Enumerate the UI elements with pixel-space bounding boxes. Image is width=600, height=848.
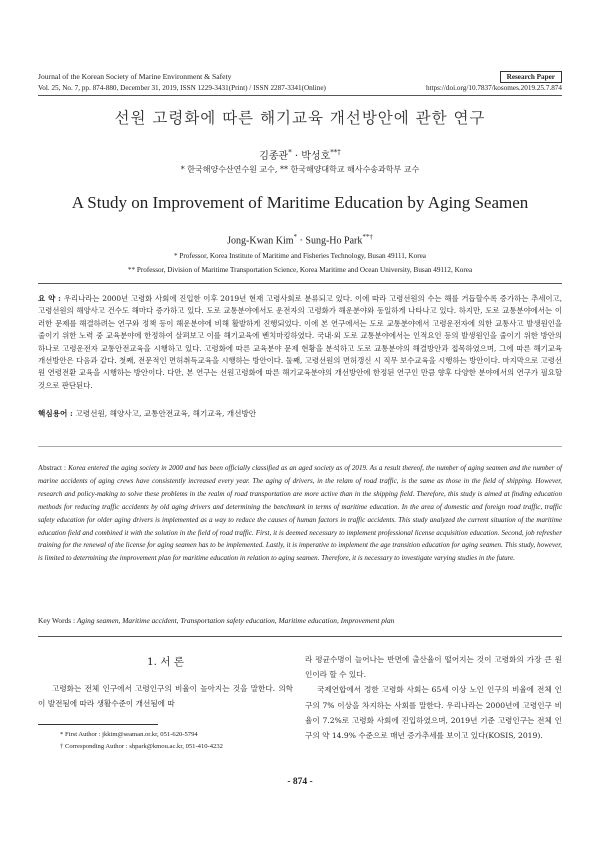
affiliation-english-2: ** Professor, Division of Maritime Transportation Science, Korea Maritime and Ocean University, Busan 49112, Korea <box>127 266 473 274</box>
right-column-paragraph-1: 라 평균수명이 늘어나는 반면에 출산율이 떨어지는 것이 고령화의 가장 큰 원인이라 할 수 있다. <box>305 655 562 680</box>
keywords-korean-label: 핵심용어 : <box>38 409 76 418</box>
authors-korean <box>0 147 600 162</box>
author-separator-en: · <box>297 235 306 247</box>
right-column <box>305 652 562 743</box>
author-2-kr: 박성호 <box>301 151 331 162</box>
section-heading-introduction: 1. 서 론 <box>147 656 184 668</box>
abstract-korean <box>38 293 562 392</box>
abstract-bottom-divider <box>38 636 562 637</box>
abstract-mid-divider <box>38 446 562 447</box>
abstract-korean-text: 우리나라는 2000년 고령화 사회에 진입한 이후 2019년 현재 고령사회로 분류되고 있다. 이에 따라 고령선원의 수는 해를 거듭할수록 증가하는 추세이고, 고령선원의 해양사고 건수도 해마다 증가하고 있다. 도로 교통분야에서도 운전자의 고령화가 해운분야와 동일하게 나타나고 있다. 하지만, 도로 교통분야에서는 이러한 문제를 해결하려는 연구와 정책 등이 해운분야에 비해 활발하게 진행되었다. 이에 본 연구에서는 도로 교통분야에서 고령운전자에 의한 교통사고 발생원인을 줄이기 위한 노력 중 교육분야에 한정하여 살펴보고 이를 해기교육에 벤치마킹하였다. 국내·외 도로 교통분야에서는 인적요인 등의 발생원인을 줄이기 위한 방안의 하나로 고령운전자 교통안전교육을 시행하고 있다. 고령화에 따른 교육분야 문제 현황을 분석하고 도로 교통분야의 해결방안과 접목하였으며, 그에 따른 해기교육 개선방안은 다음과 같다. 첫째, 전문적인 면허취득교육을 시행하는 방안이다. 둘째, 고령선원의 면허갱신 시 직무 보수교육을 시행하는 방안이다. 마지막으로 고령선원 연령전환 교육을 시행하는 방안이다. 다만, 본 연구는 선원고령화에 따른 해기교육분야의 개선방안에 한정된 연구인 만큼 향후 다양한 분야에서의 연구가 필요할 것으로 판단된다. <box>38 294 562 390</box>
page-number: - 874 - <box>287 777 313 787</box>
abstract-english-label: Abstract : <box>38 464 69 472</box>
journal-name: Journal of the Korean Society of Marine Environment & Safety <box>38 72 232 81</box>
footnote-corresponding-author: † Corresponding Author : shpark@kmou.ac.kr, 051-410-4232 <box>60 743 223 750</box>
author-1-en-mark: * <box>293 233 298 241</box>
keywords-korean <box>38 408 562 419</box>
footnote-first-author: * First Author : jkkim@seaman.or.kr, 051-620-5794 <box>60 731 198 738</box>
keywords-english <box>38 616 562 625</box>
title-korean: 선원 고령화에 따른 해기교육 개선방안에 관한 연구 <box>114 109 486 127</box>
introduction-text: 고령화는 전체 인구에서 고령인구의 비율이 높아지는 것을 말한다. 의학이 발전됨에 따라 생활수준이 개선됨에 따 <box>38 684 293 709</box>
keywords-korean-text: 고령선원, 해양사고, 교통안전교육, 해기교육, 개선방안 <box>75 409 257 418</box>
author-2-en: Sung-Ho Park <box>305 235 363 247</box>
author-separator-kr: · <box>291 151 302 162</box>
right-column-paragraph-2: 국제연합에서 정한 고령화 사회는 65세 이상 노인 인구의 비율에 전체 인구의 7% 이상을 차지하는 사회를 말한다. 우리나라는 2000년에 고령인구 비율이 7.2%로 고령화 사회에 진입하였으며, 2019년 기준 고령인구는 전체 인구의 약 14.9% 수준으로 매년 증가추세를 보이고 있다(KOSIS, 2019). <box>305 685 562 741</box>
affiliation-english-1: * Professor, Korea Institute of Maritime and Fisheries Technology, Busan 49111, Korea <box>174 252 426 260</box>
header-divider <box>38 95 562 96</box>
author-2-en-mark: **† <box>362 233 373 241</box>
title-english: A Study on Improvement of Maritime Education by Aging Seamen <box>71 193 529 212</box>
volume-info: Vol. 25, No. 7, pp. 874-880, December 31, 2019, ISSN 1229-3431(Print) / ISSN 2287-3341(Online) <box>38 84 326 92</box>
author-1-kr: 김종관 <box>259 151 289 162</box>
abstract-korean-label: 요 약 : <box>38 294 64 303</box>
footnote-divider <box>38 724 158 725</box>
abstract-english-text: Korea entered the aging society in 2000 and has been officially classified as an aged society as of 2019. As a result thereof, the number of aging seamen and the number of marine accidents of aging crews have consistently increased every year. The aging of drivers, in the relam of road traffic, is the same as those in the field of shipping. However, research and policy-making to solve these problems in the realm of road transportation are more active than in the shipping field. Therefore, this study is aimed at finding education methods for reducing traffic accidents by old aging drivers and determining the benchmark in terms of maritime education. In the area of domestic and foreign road traffic, traffic safety education for older aging drivers is implemented as a way to reduce the causes of human factors in traffic accidents. This study analyzed the current situation of the maritime education field and combined it with the solution in the field of road traffic. First, it is deemed necessary to implement professional license acquisition education. Second, job refresher training for the renewal of the license for aging seamen has to be implemented. Lastly, it is imperative to implement the age transition education for aging seamen. This study, however, is limited to determining the improvement plan for maritime education in relation to aging seamen. Therefore, it is necessary to investigate varying studies in the future. <box>38 464 562 563</box>
keywords-english-label: Key Words : <box>38 616 77 625</box>
abstract-english <box>38 462 562 565</box>
affiliation-korean: * 한국해양수산연수원 교수, ** 한국해양대학교 해사수송과학부 교수 <box>180 165 420 174</box>
author-2-kr-mark: **† <box>330 148 341 157</box>
author-1-en: Jong-Kwan Kim <box>227 235 294 247</box>
keywords-english-text: Aging seamen, Maritime accident, Transportation safety education, Maritime education, Improvement plan <box>76 616 395 625</box>
abstract-top-divider <box>38 283 562 284</box>
authors-english <box>0 233 600 246</box>
doi-link[interactable]: https://doi.org/10.7837/kosomes.2019.25.7.874 <box>425 84 562 92</box>
research-paper-badge: Research Paper <box>500 71 562 83</box>
author-1-kr-mark: * <box>288 148 292 157</box>
